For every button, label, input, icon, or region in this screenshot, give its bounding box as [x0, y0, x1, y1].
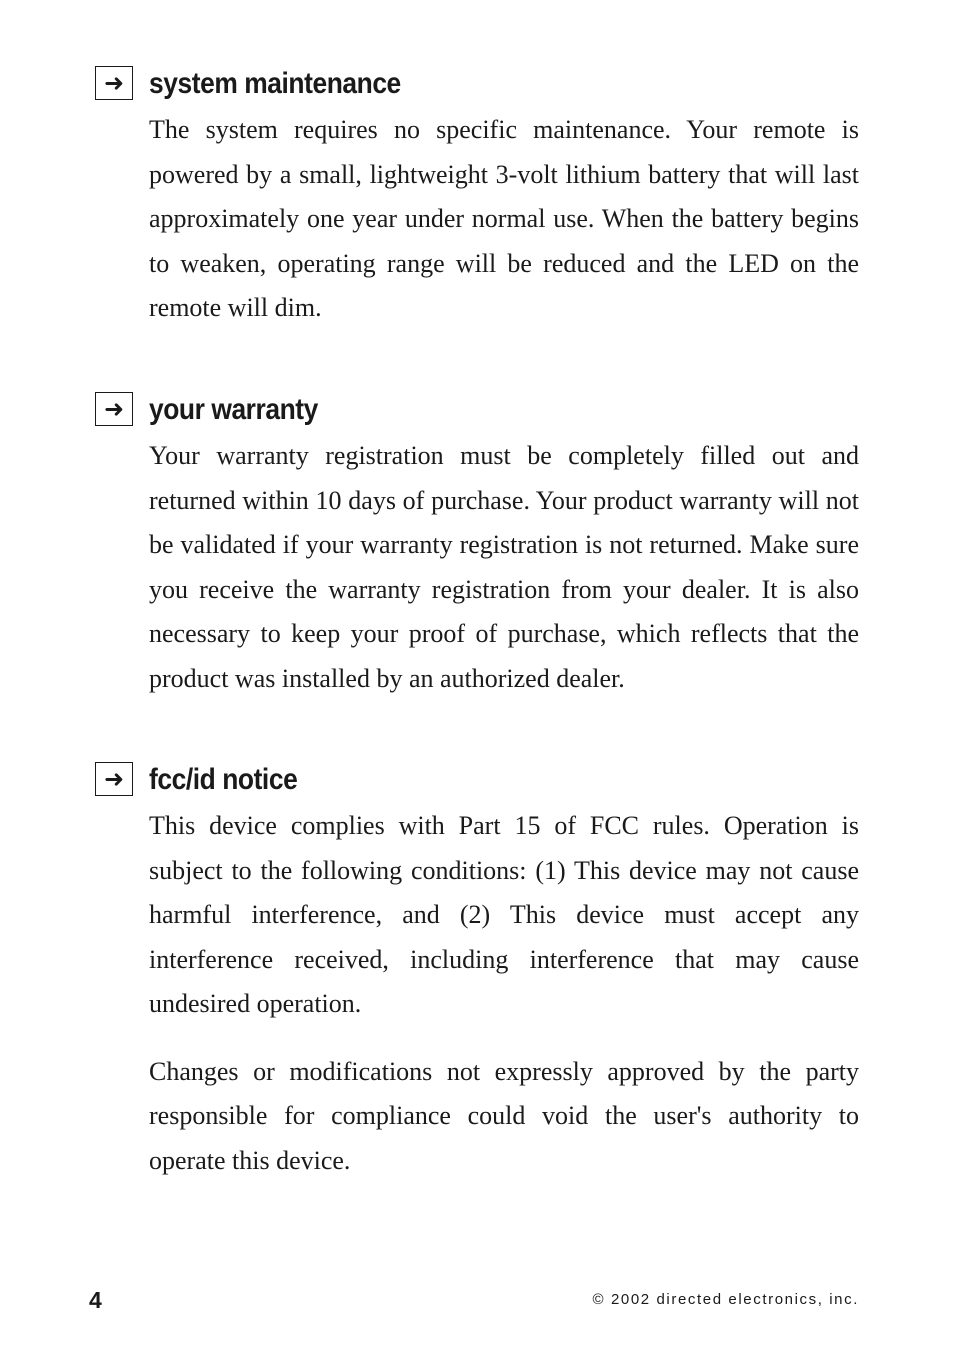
section-paragraph: The system requires no specific maintenance. Your remote is powered by a small, lightweight 3-volt lithium battery that will last approximately one year under normal use. When the battery begins to weaken, operating range will be reduced and the LED on the remote will dim.: [149, 115, 859, 322]
section-your-warranty: [95, 390, 859, 701]
arrow-icon: ➜: [95, 392, 133, 426]
section-title: system maintenance: [149, 67, 401, 100]
section-title: your warranty: [149, 393, 318, 426]
section-paragraph: This device complies with Part 15 of FCC rules. Operation is subject to the following conditions: (1) This device may not cause harmful interference, and (2) This device must accept any interference received, including interference that may cause undesired operation.: [149, 811, 859, 1018]
section-system-maintenance: [95, 64, 859, 331]
arrow-icon: ➜: [95, 66, 133, 100]
arrow-icon: ➜: [95, 762, 133, 796]
section-heading-row: [95, 64, 859, 104]
section-heading-row: [95, 760, 859, 800]
section-paragraph: Your warranty registration must be completely filled out and returned within 10 days of purchase. Your product warranty will not be validated if your warranty registration is not returned. Make sure you receive the warranty registration from your dealer. It is also necessary to keep your proof of purchase, which reflects that the product was installed by an authorized dealer.: [149, 441, 859, 693]
section-fcc-id-notice: [95, 760, 859, 1183]
section-title: fcc/id notice: [149, 763, 298, 796]
page-number: 4: [89, 1287, 102, 1313]
section-paragraph: Changes or modifications not expressly approved by the party responsible for compliance could void the user's authority to operate this device.: [149, 1056, 859, 1175]
copyright-notice: © 2002 directed electronics, inc.: [592, 1291, 859, 1308]
section-heading-row: [95, 390, 859, 430]
